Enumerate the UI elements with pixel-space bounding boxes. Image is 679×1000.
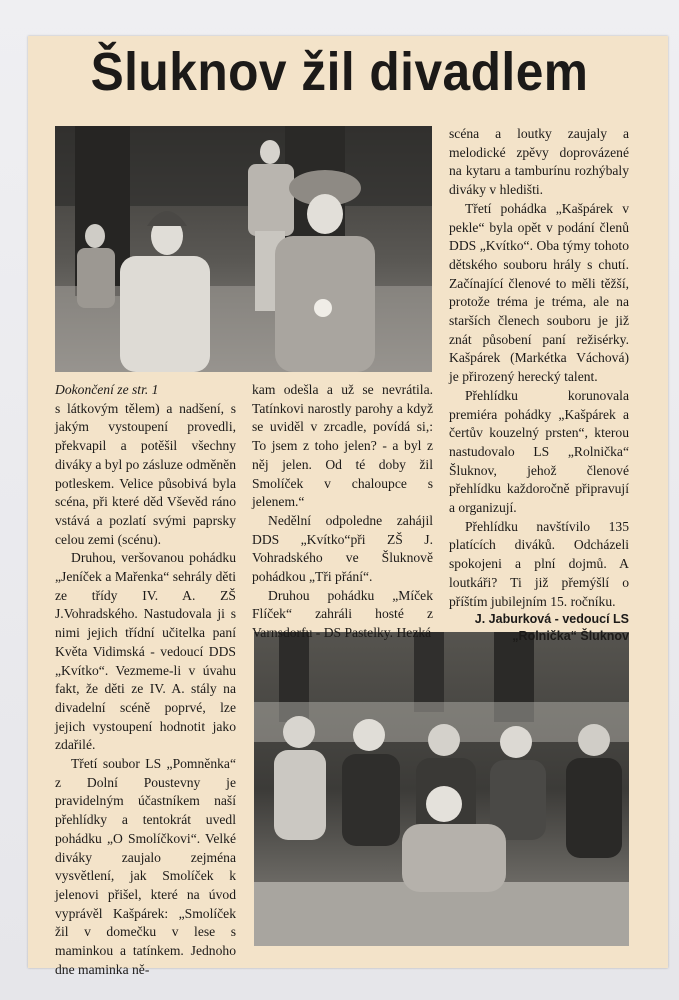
signature-line: „Rolnička“ Šluknov: [512, 629, 629, 644]
author-signature: [449, 611, 629, 645]
headline: Šluknov žil divadlem: [90, 42, 589, 102]
column-2: [252, 381, 433, 643]
continued-note: Dokončení ze str. 1: [55, 382, 159, 397]
paragraph: Druhou, veršovanou pohádku „Jeníček a Mařenka“ sehrály děti ze třídy IV. A. ZŠ J.Vohradského. Nastudovala ji s nimi jejich třídní učitelka paní Květa Vidimská - vedoucí DDS „Kvítko“. Vezmeme-li v úvahu fakt, že děti ze IV. A. stály na divadelní scéně poprvé, lze jejich vystoupení hodnotit jako zdařilé.: [55, 550, 236, 753]
paragraph: kam odešla a už se nevrátila. Tatínkovi narostly parohy a když se uviděl v zrcadle, povídá si,: To jsem z toho jelen? - a byl z něj jelen. Od té doby žil Smolíček v chaloupce s jelenem.“: [252, 382, 433, 510]
signature-line: J. Jaburková - vedoucí LS: [474, 612, 629, 627]
photo-top: [55, 126, 432, 372]
paragraph: Nedělní odpoledne zahájil DDS „Kvítko“při ZŠ J. Vohradského ve Šluknově pohádkou „Tři přání“.: [252, 512, 433, 585]
column-3: [449, 125, 629, 645]
paragraph: s látkovým tělem) a nadšení, s jakým vystoupení provedli, překvapil a potěšil všechny diváky a byl po zásluze odměněn potleskem. Velice působivá byla scéna, při které děd Vševěd ráno vstává a pozlatí svými paprsky celou zemi (scénu).: [55, 400, 236, 547]
paragraph: scéna a loutky zaujaly a melodické zpěvy doprovázené na kytaru a tamburínu rozhýbaly diváky v hledišti.: [449, 126, 629, 198]
paragraph: Přehlídku navštívilo 135 platících diváků. Odcházeli spokojeni a plní dojmů. A loutkáři? Ti již přemýšlí o příštím jubilejním 15. ročníku.: [449, 518, 629, 609]
photo-bottom: [254, 632, 629, 946]
paragraph: Přehlídku korunovala premiéra pohádky „Kašpárek a čertův kouzelný prsten“, kterou nastudovalo LS „Rolnička“ Šluknov, jehož členové přehlídku každoročně připravují a organizují.: [449, 387, 629, 516]
paragraph: Druhou pohádku „Míček Flíček“ zahráli hosté z Varnsdorfu - DS Pastelky. Hezká: [252, 587, 433, 641]
paragraph: Třetí soubor LS „Pomněnka“ z Dolní Poustevny je pravidelným účastníkem naší přehlídky a tentokrát uvedl pohádku „O Smolíčkovi“. Velké diváky zaujalo zejména vysvětlení, jak Smolíček k jelenovi přišel, které na úvod vyprávěl Kašpárek: „Smolíček žil v domečku v lese s maminkou a tatínkem. Jednoho dne maminka ně-: [55, 756, 236, 977]
paragraph: Třetí pohádka „Kašpárek v pekle“ byla opět v podání členů DDS „Kvítko“. Oba týmy tohoto dětského souboru hrály s chutí. Začínající členové to měli těžší, protože tréma je tréma, ale na starších členech souboru je již znát působení paní režisérky. Kašpárek (Markétka Váchová) je přirozený herecký talent.: [449, 200, 629, 385]
column-1: [55, 381, 236, 980]
